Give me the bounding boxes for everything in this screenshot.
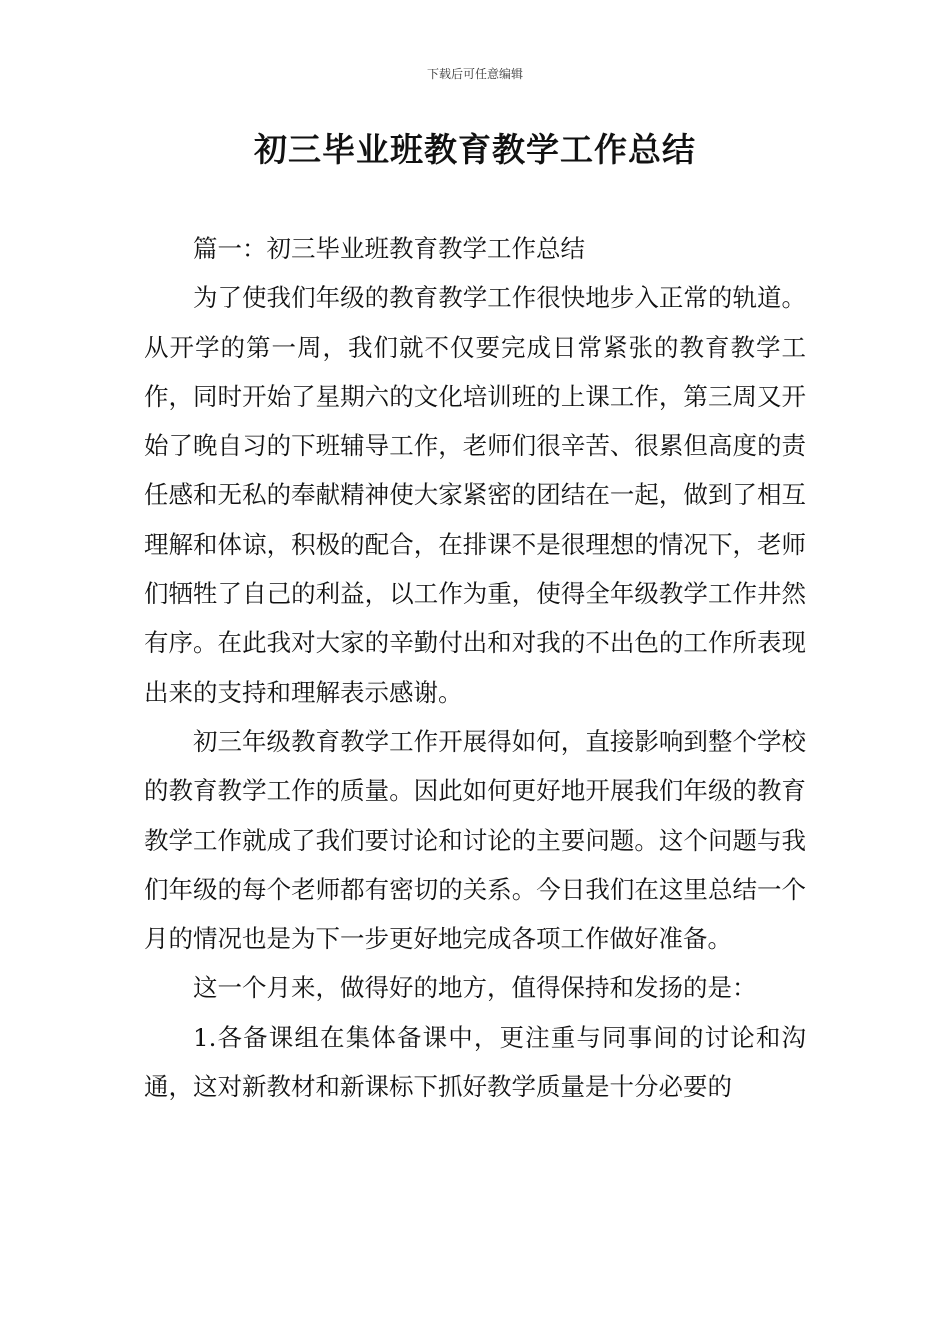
section-heading: 篇一：初三毕业班教育教学工作总结 xyxy=(193,234,585,263)
header-note: 下载后可任意编辑 xyxy=(426,67,523,81)
paragraph: 为了使我们年级的教育教学工作很快地步入正常的轨道。从开学的第一周，我们就不仅要完成日常紧张的教育教学工作，同时开始了星期六的文化培训班的上课工作，第三周又开始了晚自习的下班辅导工作，老师们很辛苦、很累但高度的责任感和无私的奉献精神使大家紧密的团结在一起，做到了相互理解和体谅，积极的配合，在排课不是很理想的情况下，老师们牺牲了自己的利益，以工作为重，使得全年级教学工作井然有序。在此我对大家的辛勤付出和对我的不出色的工作所表现出来的支持和理解表示感谢。 xyxy=(144,283,806,707)
paragraph: 初三年级教育教学工作开展得如何，直接影响到整个学校的教育教学工作的质量。因此如何更好地开展我们年级的教育教学工作就成了我们要讨论和讨论的主要问题。这个问题与我们年级的每个老师都有密切的关系。今日我们在这里总结一个月的情况也是为下一步更好地完成各项工作做好准备。 xyxy=(144,726,806,954)
paragraph: 1.各备课组在集体备课中，更注重与同事间的讨论和沟通，这对新教材和新课标下抓好教学质量是十分必要的 xyxy=(144,1022,806,1102)
document-title: 初三毕业班教育教学工作总结 xyxy=(254,130,696,169)
paragraph: 这一个月来，做得好的地方，值得保持和发扬的是： xyxy=(193,973,757,1003)
document-body xyxy=(144,224,806,1111)
